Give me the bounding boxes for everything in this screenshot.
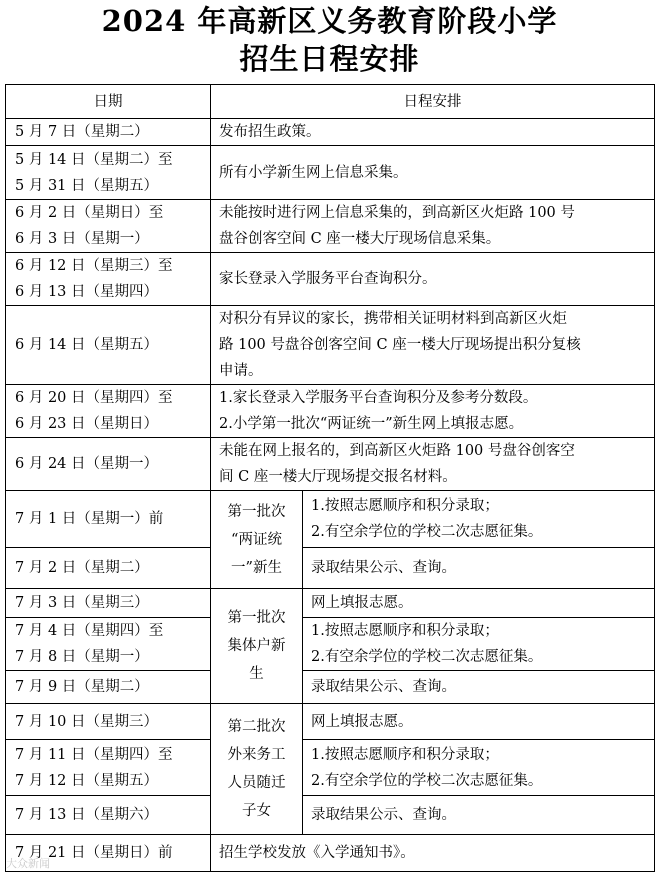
schedule-cell: 1.按照志愿顺序和积分录取； 2.有空余学位的学校二次志愿征集。	[303, 618, 655, 671]
schedule-cell: 对积分有异议的家长，携带相关证明材料到高新区火炬 路 100 号盘谷创客空间 C 座一楼大厅现场提出积分复核 申请。	[211, 306, 655, 385]
schedule-cell: 1.家长登录入学服务平台查询积分及参考分数段。 2.小学第一批次“两证统一”新生网上填报志愿。	[211, 385, 655, 438]
table-row	[6, 253, 655, 306]
page-title-line2: 招生日程安排	[239, 42, 420, 76]
table-row	[6, 146, 655, 200]
table-row	[6, 796, 655, 835]
table-row	[6, 119, 655, 146]
date-cell: 7 月 2 日（星期二）	[6, 548, 211, 589]
table-row	[6, 740, 655, 796]
date-cell: 7 月 9 日（星期二）	[6, 671, 211, 704]
date-cell: 7 月 13 日（星期六）	[6, 796, 211, 835]
schedule-cell: 未能在网上报名的，到高新区火炬路 100 号盘谷创客空 间 C 座一楼大厅现场提交报名材料。	[211, 438, 655, 491]
schedule-cell: 发布招生政策。	[211, 119, 655, 146]
date-cell: 6 月 2 日（星期日）至 6 月 3 日（星期一）	[6, 200, 211, 253]
table-row	[6, 835, 655, 872]
header-date: 日期	[6, 85, 211, 119]
table-row	[6, 589, 655, 618]
group-category-cell: 第一批次 集体户新 生	[211, 589, 303, 704]
date-cell: 5 月 7 日（星期二）	[6, 119, 211, 146]
schedule-cell: 网上填报志愿。	[303, 704, 655, 740]
date-cell: 6 月 24 日（星期一）	[6, 438, 211, 491]
schedule-cell: 家长登录入学服务平台查询积分。	[211, 253, 655, 306]
table-row	[6, 491, 655, 548]
schedule-cell: 所有小学新生网上信息采集。	[211, 146, 655, 200]
page-title-line1: 2024 年高新区义务教育阶段小学	[101, 4, 558, 38]
date-cell: 7 月 11 日（星期四）至 7 月 12 日（星期五）	[6, 740, 211, 796]
date-cell: 7 月 4 日（星期四）至 7 月 8 日（星期一）	[6, 618, 211, 671]
schedule-cell: 1.按照志愿顺序和积分录取； 2.有空余学位的学校二次志愿征集。	[303, 740, 655, 796]
table-header-row	[6, 85, 655, 119]
schedule-cell: 招生学校发放《入学通知书》。	[211, 835, 655, 872]
date-cell: 6 月 12 日（星期三）至 6 月 13 日（星期四）	[6, 253, 211, 306]
schedule-cell: 1.按照志愿顺序和积分录取； 2.有空余学位的学校二次志愿征集。	[303, 491, 655, 548]
table-row	[6, 438, 655, 491]
date-cell: 7 月 1 日（星期一）前	[6, 491, 211, 548]
table-row	[6, 671, 655, 704]
date-cell: 5 月 14 日（星期二）至 5 月 31 日（星期五）	[6, 146, 211, 200]
schedule-cell: 未能按时进行网上信息采集的，到高新区火炬路 100 号 盘谷创客空间 C 座一楼大厅现场信息采集。	[211, 200, 655, 253]
date-cell: 6 月 20 日（星期四）至 6 月 23 日（星期日）	[6, 385, 211, 438]
table-row	[6, 704, 655, 740]
table-row	[6, 548, 655, 589]
date-cell: 7 月 21 日（星期日）前	[6, 835, 211, 872]
schedule-cell: 网上填报志愿。	[303, 589, 655, 618]
date-cell: 6 月 14 日（星期五）	[6, 306, 211, 385]
schedule-table	[5, 84, 655, 872]
group-category-cell: 第一批次 “两证统 一”新生	[211, 491, 303, 589]
date-cell: 7 月 3 日（星期三）	[6, 589, 211, 618]
table-row	[6, 306, 655, 385]
date-cell: 7 月 10 日（星期三）	[6, 704, 211, 740]
schedule-cell: 录取结果公示、查询。	[303, 671, 655, 704]
schedule-cell: 录取结果公示、查询。	[303, 548, 655, 589]
table-row	[6, 618, 655, 671]
watermark: 大众新闻	[6, 857, 50, 870]
table-row	[6, 200, 655, 253]
table-row	[6, 385, 655, 438]
schedule-cell: 录取结果公示、查询。	[303, 796, 655, 835]
header-schedule: 日程安排	[211, 85, 655, 119]
group-category-cell: 第二批次 外来务工 人员随迁 子女	[211, 704, 303, 835]
